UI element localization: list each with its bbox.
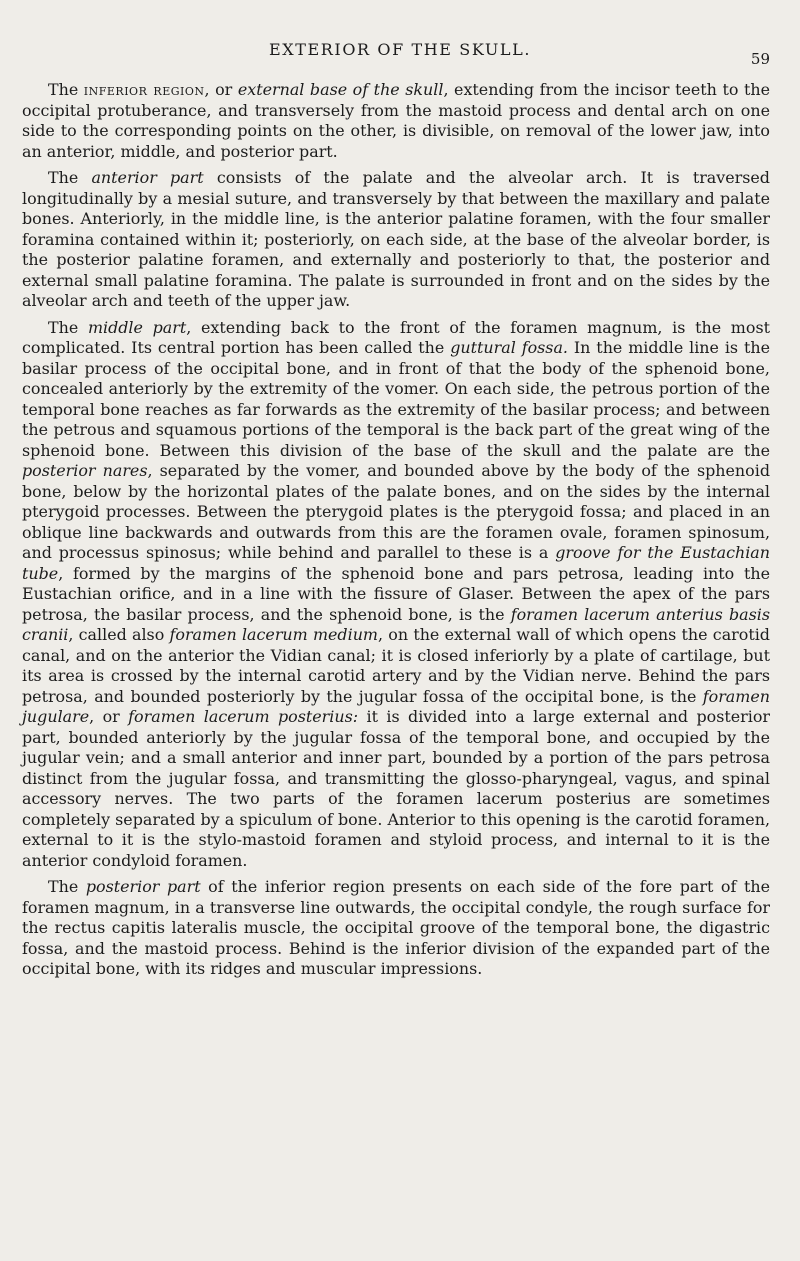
italic-term: posterior part — [85, 877, 201, 896]
paragraph-posterior-part — [22, 877, 770, 980]
text-run: , separated by the vomer, and bounded above by the body of the sphenoid bone, below by the horizontal plates of the palate bones, and on the sides by the internal pterygoid processes. Between the pterygoid plates is the pterygoid fossa; and placed in an oblique line backwards and outwards from this are the foramen ovale, foramen spinosum, and processus spinosus; while behind and parallel to these is a — [22, 461, 770, 562]
text-run: , extending back to the front of the foramen magnum, is the most complicated. Its central portion has been called the — [22, 317, 770, 357]
text-run: The — [48, 168, 92, 187]
paragraph-middle-part — [22, 318, 770, 872]
italic-term: foramen lacerum anterius basis cranii — [22, 604, 770, 644]
small-caps-term: inferior region — [83, 80, 205, 99]
text-run: , formed by the margins of the sphenoid bone and pars petrosa, leading into the Eustachian orifice, and in a line with the fissure of Glaser. Between the apex of the pars petrosa, the basilar process, and the sphenoid bone, is the — [22, 563, 770, 624]
text-run: , or — [204, 80, 238, 99]
italic-term: groove for the Eustachian tube — [22, 543, 771, 583]
paragraph-anterior-part — [22, 168, 770, 312]
text-run: The — [48, 877, 86, 896]
italic-term: middle part — [87, 317, 187, 337]
italic-term: posterior nares — [22, 461, 148, 480]
text-run: The — [48, 317, 88, 337]
paragraph-inferior-region — [22, 80, 770, 162]
text-run: , extending from the incisor teeth to the occipital protuberance, and transversely from the mastoid process and dental arch on one side to the corresponding points on the other, is divisible, on removal of the lower jaw, into an anterior, middle, and posterior part. — [22, 80, 770, 161]
body-text — [22, 80, 770, 986]
text-run: , called also — [68, 625, 170, 644]
italic-term: anterior part — [91, 168, 204, 187]
italic-term: foramen jugulare — [22, 686, 770, 726]
italic-term: foramen lacerum medium — [169, 625, 378, 644]
italic-term: guttural fossa. — [450, 338, 568, 357]
text-run: , on the external wall of which opens the carotid canal, and on the anterior the Vidian canal; it is closed inferiorly by a plate of cartilage, but its area is crossed by the internal carotid artery and by the Vidian nerve. Behind the pars petrosa, and bounded posteriorly by the jugular fossa of the occipital bone, is the — [22, 625, 770, 706]
text-run: it is divided into a large external and posterior part, bounded anteriorly by the jugular fossa of the temporal bone, and occupied by the jugular vein; and a small anterior and inner part, bounded by a portion of the pars petrosa distinct from the jugular fossa, and transmitting the glosso-pharyngeal, vagus, and spinal accessory nerves. The two parts of the foramen lacerum posterius are sometimes completely separated by a spiculum of bone. Anterior to this opening is the carotid foramen, external to it is the stylo-mastoid foramen and styloid process, and internal to it is the anterior condyloid foramen. — [22, 707, 770, 870]
italic-term: foramen lacerum posterius: — [128, 707, 359, 726]
text-run: of the inferior region presents on each side of the fore part of the foramen magnum, in a transverse line outwards, the occipital condyle, the rough surface for the rectus capitis lateralis muscle, the occipital groove of the temporal bone, the digastric fossa, and the mastoid process. Behind is the inferior division of the expanded part of the occipital bone, with its ridges and muscular impressions. — [22, 877, 770, 978]
text-run: , or — [89, 707, 129, 726]
italic-term: external base of the skull — [237, 80, 444, 99]
text-run: The — [48, 80, 84, 99]
page-number: 59 — [750, 50, 770, 68]
text-run: In the middle line is the basilar process of the occipital bone, and in front of that the body of the sphenoid bone, concealed anteriorly by the extremity of the vomer. On each side, the petrous portion of the temporal bone reaches as far forwards as the extremity of the basilar process; and between the petrous and squamous portions of the temporal is the back part of the great wing of the sphenoid bone. Between this division of the base of the skull and the palate are the — [22, 338, 770, 460]
running-title: EXTERIOR OF THE SKULL. — [268, 40, 532, 59]
text-run: consists of the palate and the alveolar arch. It is traversed longitudinally by a mesial suture, and transversely by that between the maxillary and palate bones. Anteriorly, in the middle line, is the anterior palatine foramen, with the four smaller foramina contained within it; posteriorly, on each side, at the base of the alveolar border, is the posterior palatine foramen, and externally and posteriorly to that, the posterior and external small palatine foramina. The palate is surrounded in front and on the sides by the alveolar arch and teeth of the upper jaw. — [22, 168, 770, 310]
